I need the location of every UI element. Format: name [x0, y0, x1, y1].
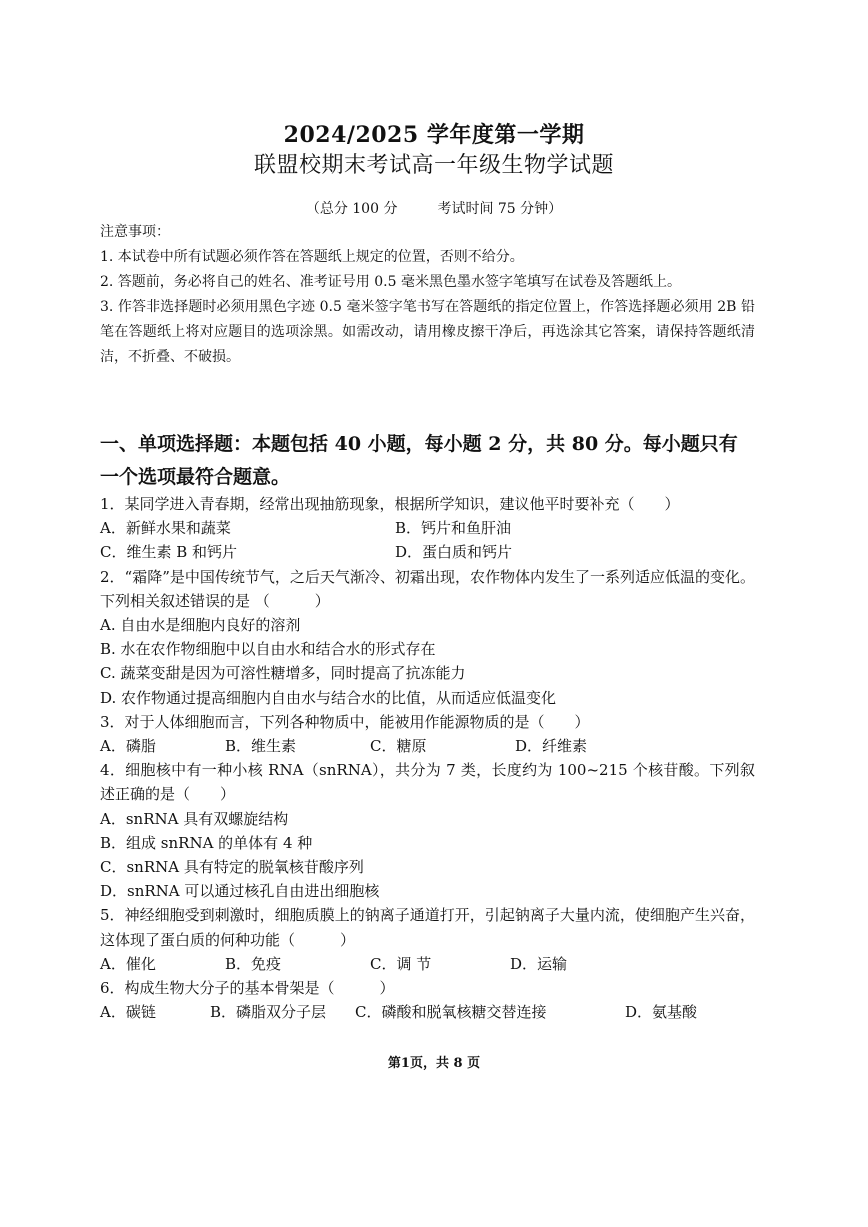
- exam-title-subject: 联盟校期末考试高一年级生物学试题: [253, 153, 614, 178]
- option-a: A．新鲜水果和蔬菜: [100, 519, 231, 538]
- question-stem: 3．对于人体细胞而言，下列各种物质中，能被用作能源物质的是（ ）: [100, 712, 590, 731]
- exam-meta: [0, 198, 868, 218]
- option-a: A．碳链: [100, 1003, 156, 1022]
- option-c: C．snRNA 具有特定的脱氧核苷酸序列: [100, 858, 364, 877]
- question-5: [100, 903, 755, 976]
- option-b: B．磷脂双分子层: [210, 1003, 327, 1022]
- exam-notes: [100, 220, 755, 370]
- question-stem: 6．构成生物大分子的基本骨架是（ ）: [100, 979, 395, 998]
- section-heading: 一、单项选择题：本题包括 40 小题，每小题 2 分，共 80 分。每小题只有一个选项最符合题意。: [100, 433, 738, 488]
- option-b: B．维生素: [225, 737, 297, 756]
- question-3: [100, 710, 755, 758]
- option-d: D．氨基酸: [625, 1003, 698, 1022]
- option-a: A．催化: [100, 954, 156, 973]
- option-c: C．调 节: [370, 954, 432, 973]
- page-number: 第1页，共 8 页: [387, 1056, 481, 1071]
- option-d: D．纤维素: [515, 737, 588, 756]
- option-d: D．运输: [510, 954, 568, 973]
- option-a: A．磷脂: [100, 737, 156, 756]
- question-1: [100, 492, 755, 565]
- option-c: C．磷酸和脱氧核糖交替连接: [355, 1003, 547, 1022]
- option-b: B．钙片和鱼肝油: [395, 519, 512, 538]
- question-list: [100, 492, 755, 1024]
- option-d: D．蛋白质和钙片: [395, 543, 513, 562]
- option-b: B. 水在农作物细胞中以自由水和结合水的形式存在: [100, 640, 436, 659]
- option-a: A. 自由水是细胞内良好的溶剂: [100, 616, 301, 635]
- option-c: C．糖原: [370, 737, 427, 756]
- option-b: B．免疫: [225, 954, 282, 973]
- note-item: 1. 本试卷中所有试题必须作答在答题纸上规定的位置，否则不给分。: [100, 249, 524, 265]
- question-4: [100, 758, 755, 903]
- question-stem: 1．某同学进入青春期，经常出现抽筋现象，根据所学知识，建议他平时要补充（ ）: [100, 495, 680, 513]
- question-stem: 2．“霜降”是中国传统节气，之后天气渐冷、初霜出现，农作物体内发生了一系列适应低温的变化。下列相关叙述错误的是 （ ）: [100, 567, 755, 610]
- question-stem: 5．神经细胞受到刺激时，细胞质膜上的钠离子通道打开，引起钠离子大量内流，使细胞产生兴奋，这体现了蛋白质的何种功能（ ）: [100, 906, 755, 949]
- question-6: [100, 976, 755, 1024]
- option-d: D. 农作物通过提高细胞内自由水与结合水的比值，从而适应低温变化: [100, 688, 557, 707]
- note-item: 2. 答题前，务必将自己的姓名、准考证号用 0.5 毫米黑色墨水签字笔填写在试卷及答题纸上。: [100, 274, 681, 290]
- notes-heading: 注意事项：: [100, 224, 170, 240]
- option-a: A．snRNA 具有双螺旋结构: [100, 809, 289, 828]
- option-b: B．组成 snRNA 的单体有 4 种: [100, 833, 313, 852]
- question-2: [100, 565, 755, 710]
- option-c: C．维生素 B 和钙片: [100, 543, 238, 562]
- note-item: 3. 作答非选择题时必须用黑色字迹 0.5 毫米签字笔书写在答题纸的指定位置上，作答选择题必须用 2B 铅笔在答题纸上将对应题目的选项涂黑。如需改动，请用橡皮擦干净后，再选涂其它答案，请保持答题纸清洁，不折叠、不破损。: [100, 299, 755, 365]
- exam-title-year: 2024/2025 学年度第一学期: [283, 122, 585, 148]
- question-stem: 4．细胞核中有一种小核 RNA（snRNA），共分为 7 类，长度约为 100~215 个核苷酸。下列叙述正确的是（ ）: [100, 761, 755, 804]
- total-score: （总分 100 分: [305, 201, 398, 217]
- option-d: D．snRNA 可以通过核孔自由进出细胞核: [100, 882, 380, 901]
- exam-time: 考试时间 75 分钟）: [437, 201, 563, 217]
- option-c: C. 蔬菜变甜是因为可溶性糖增多，同时提高了抗冻能力: [100, 664, 466, 683]
